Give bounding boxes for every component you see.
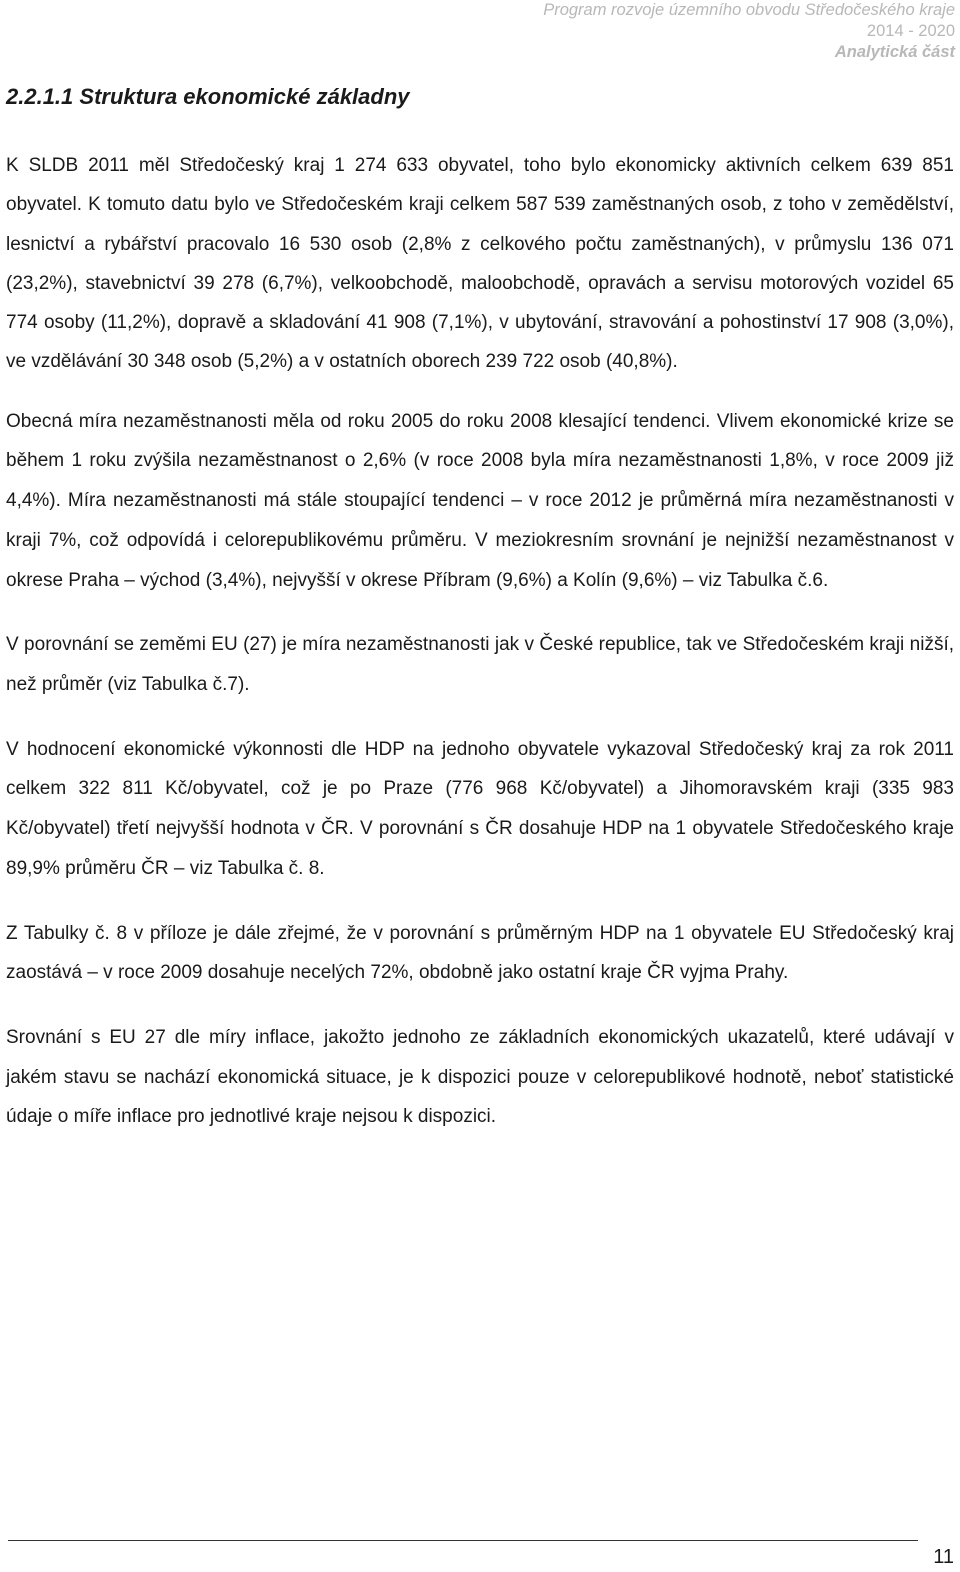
paragraph-gdp: V hodnocení ekonomické výkonnosti dle HDP na jednoho obyvatele vykazoval Středočeský kraj za rok 2011 celkem 322 811 Kč/obyvatel, což je po Praze (776 968 Kč/obyvatel) a Jihomoravském kraji (335 983 Kč/obyvatel) třetí nejvyšší hodnota v ČR. V porovnání s ČR dosahuje HDP na 1 obyvatele Středočeského kraje 89,9% průměru ČR – viz Tabulka č. 8. xyxy=(6,738,954,879)
paragraph-eu-comparison: V porovnání se zeměmi EU (27) je míra nezaměstnanosti jak v České republice, tak ve Středočeském kraji nižší, než průměr (viz Tabulka č.7). xyxy=(6,634,954,695)
page-number: 11 xyxy=(933,1546,954,1568)
section-heading: 2.2.1.1 Struktura ekonomické základny xyxy=(6,84,410,109)
header-section: Analytická část xyxy=(834,43,955,61)
paragraph-economic-structure: K SLDB 2011 měl Středočeský kraj 1 274 633 obyvatel, toho bylo ekonomicky aktivních celkem 639 851 obyvatel. K tomuto datu bylo ve Středočeském kraji celkem 587 539 zaměstnaných osob, z toho v zemědělství, lesnictví a rybářství pracovalo 16 530 osob (2,8% z celkového počtu zaměstnaných), v průmyslu 136 071 (23,2%), stavebnictví 39 278 (6,7%), velkoobchodě, maloobchodě, opravách a servisu motorových vozidel 65 774 osoby (11,2%), dopravě a skladování 41 908 (7,1%), v ubytování, stravování a pohostinství 17 908 (3,0%), ve vzdělávání 30 348 osob (5,2%) a v ostatních oborech 239 722 osob (40,8%). xyxy=(6,155,954,373)
paragraph-unemployment: Obecná míra nezaměstnanosti měla od roku 2005 do roku 2008 klesající tendenci. Vlivem ekonomické krize se během 1 roku zvýšila nezaměstnanost o 2,6% (v roce 2008 byla míra nezaměstnanosti 1,8%, v roce 2009 již 4,4%). Míra nezaměstnanosti má stále stoupající tendenci – v roce 2012 je průměrná míra nezaměstnanosti v kraji 7%, což odpovídá i celorepublikovému průměru. V meziokresním srovnání je nejnižší nezaměstnanost v okrese Praha – východ (3,4%), nejvyšší v okrese Příbram (9,6%) a Kolín (9,6%) – viz Tabulka č.6. xyxy=(6,410,954,591)
paragraph-inflation: Srovnání s EU 27 dle míry inflace, jakožto jednoho ze základních ekonomických ukazatelů, které udávají v jakém stavu se nachází ekonomická situace, je k dispozici pouze v celorepublikové hodnotě, neboť statistické údaje o míře inflace pro jednotlivé kraje nejsou k dispozici. xyxy=(6,1026,954,1128)
page-header xyxy=(543,0,955,63)
header-program-title: Program rozvoje územního obvodu Středočeského kraje xyxy=(543,1,955,19)
footer-divider xyxy=(8,1540,918,1541)
paragraph-gdp-eu: Z Tabulky č. 8 v příloze je dále zřejmé, že v porovnání s průměrným HDP na 1 obyvatele EU Středočeský kraj zaostává – v roce 2009 dosahuje necelých 72%, obdobně jako ostatní kraje ČR vyjma Prahy. xyxy=(6,922,954,984)
document-body xyxy=(6,146,954,1137)
header-years: 2014 - 2020 xyxy=(866,22,955,40)
